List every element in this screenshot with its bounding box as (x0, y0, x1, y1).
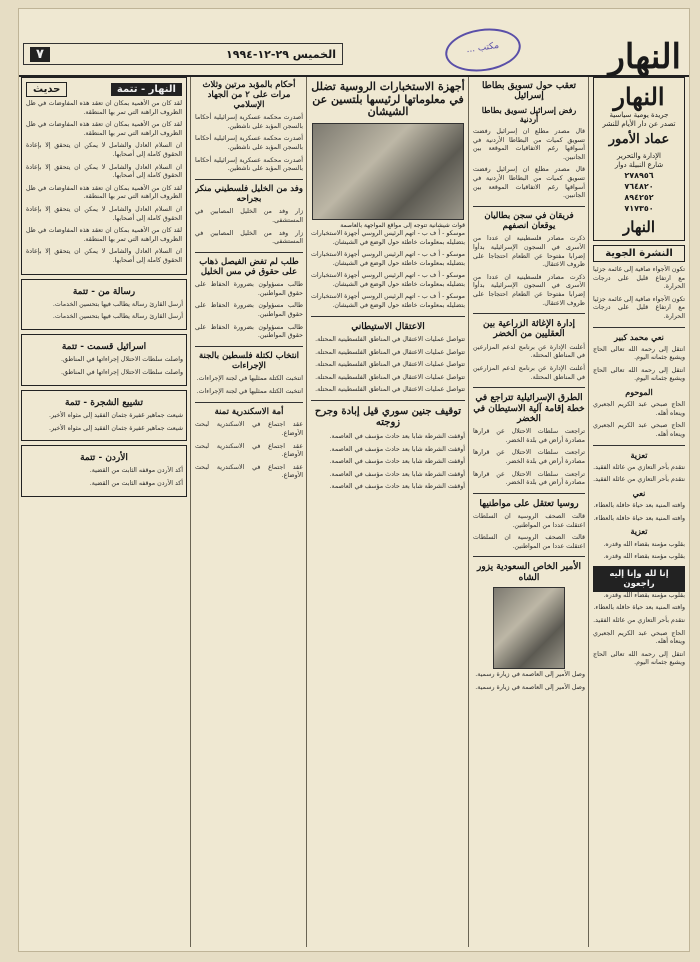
article-text: لقد كان من الأهمية بمكان ان تعقد هذه المفاوضات في ظل الظروف الراهنة التي تمر بها المنطقة. (26, 121, 182, 137)
notice-text: بقلوب مؤمنة بقضاء الله وقدره. (603, 591, 685, 599)
article-text: ان السلام العادل والشامل لا يمكن ان يتحقق إلا بإعادة الحقوق كاملة إلى أصحابها. (26, 163, 182, 180)
editorial-box (21, 77, 187, 275)
headline: إدارة الإغاثة الزراعية بين العقليين من الخضر (483, 319, 575, 340)
notice-text: انتقل إلى رحمة الله تعالى الحاج ويشيع جثمانه اليوم. (593, 366, 685, 383)
news-photo (312, 123, 464, 220)
article-text: ان السلام العادل والشامل لا يمكن ان يتحقق إلا بإعادة الحقوق كاملة إلى أصحابها. (26, 142, 182, 158)
article-text: قال مصدر مطلع ان إسرائيل رفضت تسويق كميات من البطاطا الأردنية في أسواقها رغم الاتفاقيات الموقعة بين الجانبين. (473, 128, 585, 161)
editorial-title: النهار - تتمة (111, 83, 182, 96)
phone-number: ٧٦٤٨٢٠ (624, 181, 654, 191)
article-text: أصدرت محكمة عسكرية إسرائيلية أحكاما بالسجن المؤبد على ناشطين. (195, 114, 303, 130)
article-text: أكد الأردن موقفه الثابت من القضية. (89, 480, 183, 488)
article-text: انتخبت الكتلة ممثليها في لجنة الإجراءات. (196, 375, 303, 383)
date-bar (23, 43, 343, 65)
notice-title: نعي محمد كبير (614, 331, 664, 342)
article-text: وصل الأمير إلى العاصمة في زيارة رسمية. (475, 683, 585, 691)
news-column-2 (473, 77, 585, 947)
article-text: تراجعت سلطات الاحتلال عن قرارها مصادرة أراض في بلدة الخضر. (473, 470, 585, 487)
article-text: أرسل القارئ رسالة يطالب فيها بتحسين الخدمات. (52, 300, 183, 308)
headline: اسرائيل قسمت - تتمة (61, 342, 147, 353)
article-text: ان السلام العادل والشامل لا يمكن ان يتحقق إلا بإعادة الحقوق كاملة إلى أصحابها. (26, 248, 182, 264)
editorial-badge: حديث (26, 82, 67, 97)
news-column-4 (195, 77, 303, 947)
notice-text: الحاج صبحي عبد الكريم الجعبري وينعاه أهله. (593, 422, 685, 439)
article-text: طالب مسؤولون بضرورة الحفاظ على حقوق المواطنين. (195, 323, 303, 340)
article-text: موسكو - أ ف ب - اتهم الرئيس الروسي أجهزة الاستخبارات بتضليله بمعلومات خاطئة حول الوضع في الشيشان. (311, 229, 465, 246)
headline: طلب لم تفض الفيصل ذهاب على حقوق في مس الخليل (199, 256, 299, 277)
article-text: طالب مسؤولون بضرورة الحفاظ على حقوق المواطنين. (195, 281, 303, 297)
subheadline: رفض إسرائيل تسويق بطاطا أردنية (481, 104, 577, 124)
article-text: لقد كان من الأهمية بمكان ان تعقد هذه المفاوضات في ظل الظروف الراهنة التي تمر بها المنطقة. (26, 100, 182, 116)
notice-text: انتقل إلى رحمة الله تعالى الحاج ويشيع جثمانه اليوم. (593, 345, 685, 362)
article-text: تتواصل عمليات الاعتقال في المناطق الفلسطينية المحتلة. (315, 373, 465, 381)
article-text: تراجعت سلطات الاحتلال عن قرارها مصادرة أراض في بلدة الخضر. (473, 449, 585, 465)
article-text: شيعت جماهير غفيرة جثمان الفقيد إلى مثواه الأخير. (48, 411, 183, 419)
notice-text: انتقل إلى رحمة الله تعالى الحاج ويشيع جثمانه اليوم. (593, 650, 685, 667)
article-text: لقد كان من الأهمية بمكان ان تعقد هذه المفاوضات في ظل الظروف الراهنة التي تمر بها المنطقة. (26, 184, 182, 201)
headline: تعقب حول تسويق بطاطا إسرائيل (481, 81, 577, 102)
continued-box (21, 390, 187, 442)
weather-text: تكون الأجواء صافية إلى غائمة جزئيا مع ارتفاع قليل على درجات الحرارة. (593, 265, 685, 291)
box-line: جريدة يومية سياسية (609, 111, 669, 119)
article-text: زار وفد من الخليل المصابين في المستشفى. (195, 208, 303, 224)
phone-number: ٢٧٨٩٥٦ (624, 170, 654, 180)
article-text: وصل الأمير إلى العاصمة في زيارة رسمية. (475, 671, 585, 679)
article-text: شيعت جماهير غفيرة جثمان الفقيد إلى مثواه الأخير. (48, 424, 183, 432)
article-text: موسكو - أ ف ب - اتهم الرئيس الروسي أجهزة الاستخبارات بتضليله بمعلومات خاطئة حول الوضع في الشيشان. (311, 293, 465, 310)
article-text: قالت الصحف الروسية ان السلطات اعتقلت عددا من المواطنين. (473, 534, 585, 550)
library-stamp: مكتب ... (442, 24, 523, 76)
article-text: موسكو - أ ف ب - اتهم الرئيس الروسي أجهزة الاستخبارات بتضليله بمعلومات خاطئة حول الوضع في الشيشان. (311, 251, 465, 267)
headline: تشييع الشجرة - تتمة (65, 397, 143, 408)
headline: فريقان في سجن بطاليان يوقعان انصفهم (484, 210, 574, 231)
news-column-3 (311, 77, 465, 947)
phone-number: ٧١٧٣٥٠ (624, 203, 654, 213)
article-text: أعلنت الإدارة عن برنامج لدعم المزارعين في المناطق المحتلة. (473, 364, 585, 381)
box-logo: النهار (613, 82, 665, 111)
box-line: شارع النبيلة دوار (614, 160, 664, 169)
article-text: انتخبت الكتلة ممثليها في لجنة الإجراءات. (196, 387, 303, 395)
newspaper-logo: النهار (608, 37, 681, 77)
article-text: طالب مسؤولون بضرورة الحفاظ على حقوق المواطنين. (195, 302, 303, 319)
notice-text: نتقدم بأحر التعازي من عائلة الفقيد. (593, 463, 685, 471)
notice-title: نعي (632, 488, 646, 498)
article-text: أوقفت الشرطة شابا بعد حادث مؤسف في العاصمة. (329, 458, 465, 466)
notice-title: الموحوم (625, 387, 653, 398)
box-line: عماد الأمور (608, 132, 670, 147)
article-text: عقد اجتماع في الاسكندرية لبحث الأوضاع. (195, 442, 303, 459)
issue-date: الخميس ٢٩-١٢-١٩٩٤ (226, 47, 336, 61)
article-text: ذكرت مصادر فلسطينية ان عددا من الأسرى في السجون الإسرائيلية بدأوا إضرابا مفتوحا عن الطعام احتجاجا على ظروف الاعتقال. (473, 273, 585, 307)
article-text: قال مصدر مطلع ان إسرائيل رفضت تسويق كميات من البطاطا الأردنية في أسواقها رغم الاتفاقيات الموقعة بين الجانبين. (473, 166, 585, 200)
article-text: لقد كان من الأهمية بمكان ان تعقد هذه المفاوضات في ظل الظروف الراهنة التي تمر بها المنطقة. (26, 227, 182, 243)
headline: انتخاب لكتلة فلسطين بالجنة الإجراءات (198, 350, 300, 371)
article-text: واصلت سلطات الاحتلال إجراءاتها في المناطق. (60, 356, 183, 364)
headline: أحكام بالمؤبد مرتين وثلاث مرات على ٢ من الجهاد الإسلامي (202, 80, 296, 110)
article-text: عقد اجتماع في الاسكندرية لبحث الأوضاع. (195, 421, 303, 437)
article-text: أوقفت الشرطة شابا بعد حادث مؤسف في العاصمة. (329, 483, 465, 491)
notice-text: الحاج صبحي عبد الكريم الجعبري وينعاه أهله. (593, 629, 685, 646)
notice-title: تعزية (630, 526, 648, 537)
notice-text: وافته المنية بعد حياة حافلة بالعطاء. (593, 502, 685, 510)
page-content (19, 77, 689, 947)
editorial-column (21, 77, 187, 947)
article-text: أوقفت الشرطة شابا بعد حادث مؤسف في العاصمة. (329, 470, 465, 478)
continued-box (21, 445, 187, 497)
notice-text: الحاج صبحي عبد الكريم الجعبري وينعاه أهله. (593, 401, 685, 417)
headline: وفد من الخليل فلسطيني منكر بجراحه (195, 183, 303, 204)
article-text: عقد اجتماع في الاسكندرية لبحث الأوضاع. (195, 463, 303, 480)
editorial-header (26, 82, 182, 97)
article-text: ذكرت مصادر فلسطينية ان عددا من الأسرى في السجون الإسرائيلية بدأوا إضرابا مفتوحا عن الطعام احتجاجا على ظروف الاعتقال. (473, 235, 585, 269)
continued-box (21, 334, 187, 386)
headline: رسالة من - تتمة (72, 286, 136, 297)
box-line: الإدارة والتحرير (616, 151, 662, 160)
portrait-photo (493, 587, 565, 669)
headline: الأمير الخاص السعودية يزور الشاه (477, 562, 581, 583)
weather-title: النشرة الجوية (593, 245, 685, 262)
continued-box (21, 279, 187, 331)
article-text: أوقفت الشرطة شابا بعد حادث مؤسف في العاصمة. (329, 445, 465, 453)
article-text: أرسل القارئ رسالة يطالب فيها بتحسين الخدمات. (52, 313, 183, 321)
notice-text: نتقدم بأحر التعازي من عائلة الفقيد. (593, 616, 685, 624)
article-text: أصدرت محكمة عسكرية إسرائيلية أحكاما بالسجن المؤبد على ناشطين. (195, 156, 303, 173)
article-text: زار وفد من الخليل المصابين في المستشفى. (195, 229, 303, 246)
article-text: تتواصل عمليات الاعتقال في المناطق الفلسطينية المحتلة. (315, 348, 465, 356)
photo-caption: قوات شيشانية تتوجه إلى مواقع المواجهة بالعاصمة (340, 221, 465, 229)
notice-text: بقلوب مؤمنة بقضاء الله وقدره. (603, 540, 685, 548)
masthead-info-box (593, 77, 685, 241)
weather-text: تكون الأجواء صافية إلى غائمة جزئيا مع ارتفاع قليل على درجات الحرارة. (593, 295, 685, 320)
article-text: موسكو - أ ف ب - اتهم الرئيس الروسي أجهزة الاستخبارات بتضليله بمعلومات خاطئة حول الوضع في الشيشان. (311, 272, 465, 288)
article-text: ان السلام العادل والشامل لا يمكن ان يتحقق إلا بإعادة الحقوق كاملة إلى أصحابها. (26, 205, 182, 222)
article-text: أوقفت الشرطة شابا بعد حادث مؤسف في العاصمة. (329, 432, 465, 440)
article-text: تتواصل عمليات الاعتقال في المناطق الفلسطينية المحتلة. (315, 386, 465, 394)
notice-text: بقلوب مؤمنة بقضاء الله وقدره. (603, 553, 685, 561)
headline: الاعتقال الاستيطاني (351, 321, 425, 332)
article-text: واصلت سلطات الاحتلال إجراءاتها في المناطق. (60, 368, 183, 376)
phone-number: ٨٩٤٢٥٢ (624, 192, 654, 202)
right-column (593, 77, 685, 947)
masthead (19, 35, 689, 77)
article-text: تتواصل عمليات الاعتقال في المناطق الفلسطينية المحتلة. (315, 361, 465, 369)
headline: روسيا تعتقل على مواطنيها (479, 498, 579, 509)
headline: أمة الاسكندرية تمنة (214, 406, 284, 417)
article-text: قالت الصحف الروسية ان السلطات اعتقلت عددا من المواطنين. (473, 513, 585, 529)
notice-text: وافته المنية بعد حياة حافلة بالعطاء. (593, 604, 685, 612)
page-number: ٧ (30, 47, 50, 62)
box-tag: النهار (623, 217, 655, 236)
headline: الأردن - تتمة (80, 453, 128, 464)
notice-text: نتقدم بأحر التعازي من عائلة الفقيد. (593, 476, 685, 484)
headline: الطرق الإسرائيلية تتراجع في خطة إقامة آلية الاستيطان في الخضر (473, 393, 585, 424)
headline: توقيف جنين سوري قيل إبادة وجرح زوجته (314, 405, 462, 429)
box-line: تصدر عن دار الأيام للنشر (602, 120, 676, 128)
notice-text: وافته المنية بعد حياة حافلة بالعطاء. (593, 514, 685, 522)
article-text: تتواصل عمليات الاعتقال في المناطق الفلسطينية المحتلة. (315, 336, 465, 344)
article-text: أصدرت محكمة عسكرية إسرائيلية أحكاما بالسجن المؤبد على ناشطين. (195, 135, 303, 152)
article-text: أعلنت الإدارة عن برنامج لدعم المزارعين في المناطق المحتلة. (473, 343, 585, 360)
newspaper-page (18, 8, 690, 952)
condolence-banner: إنا لله وإنا إليه راجعون (593, 566, 685, 592)
article-text: تراجعت سلطات الاحتلال عن قرارها مصادرة أراض في بلدة الخضر. (473, 428, 585, 444)
lead-headline: أجهزة الاستخبارات الروسية تضلل في معلوماتها لرئيسها بلتسين عن الشيشان (311, 80, 465, 119)
article-text: أكد الأردن موقفه الثابت من القضية. (89, 467, 183, 475)
notice-title: تعزية (630, 449, 648, 460)
